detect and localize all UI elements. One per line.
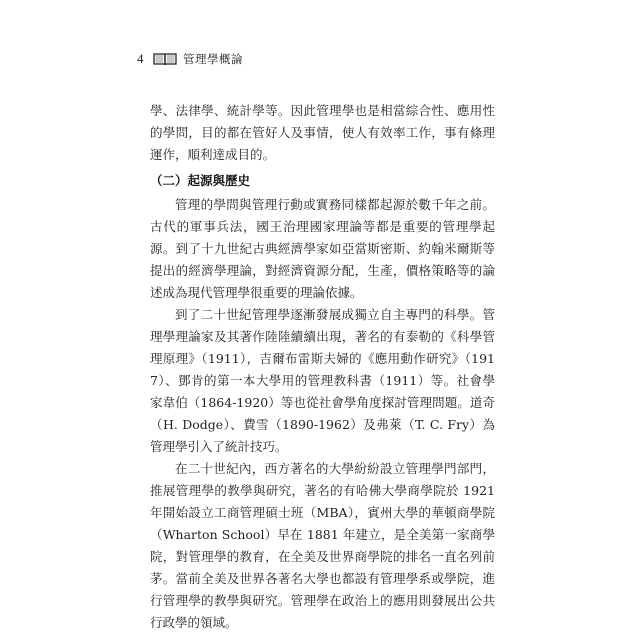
- paragraph-continued: 學、法律學、統計學等。因此管理學也是相當綜合性、應用性的學問，目的都在管好人及事情，使人有效率工作，事有條理運作，順利達成目的。: [150, 103, 495, 162]
- open-book-icon: [153, 52, 177, 66]
- page-number: 4: [137, 51, 144, 66]
- paragraph-twentieth-century: 到了二十世紀管理學逐漸發展成獨立自主專門的科學。管理學理論家及其著作陸陸續續出現，著名的有泰勒的《科學管理原理》（1911），吉爾布雷斯夫婦的《應用動作研究》（1917）、鄧肯的第一本大學用的管理教科書（1911）等。社會學家韋伯（1864-1920）等也從社會學角度探討管理問題。道奇（H. Dodge）、費雪（1890-1962）及弗萊（T. C. Fry）為管理學引入了統計技巧。: [150, 307, 495, 454]
- running-head: [137, 50, 243, 68]
- paragraph-universities: 在二十世紀內，西方著名的大學紛紛設立管理學門部門，推展管理學的教學與研究，著名的有哈佛大學商學院於 1921 年開始設立工商管理碩士班（MBA），賓州大學的華頓商學院（Wharton School）早在 1881 年建立，是全美第一家商學院，對管理學的教育，在全美及世界商學院的排名一直名列前茅。當前全美及世界各著名大學也都設有管理學系或學院，進行管理學的教學與研究。管理學在政治上的應用則發展出公共行政學的領域。: [150, 461, 495, 630]
- page-content: [150, 100, 495, 634]
- section-heading: （二）起源與歷史: [150, 173, 251, 188]
- paragraph-origins: 管理的學問與管理行動或實務同樣都起源於數千年之前。古代的軍事兵法，國王治理國家理論等都是重要的管理學起源。到了十九世紀古典經濟學家如亞當斯密斯、約翰米爾斯等提出的經濟學理論，對經濟資源分配，生產，價格策略等的論述成為現代管理學很重要的理論依據。: [150, 197, 495, 300]
- book-title: 管理學概論: [183, 52, 243, 66]
